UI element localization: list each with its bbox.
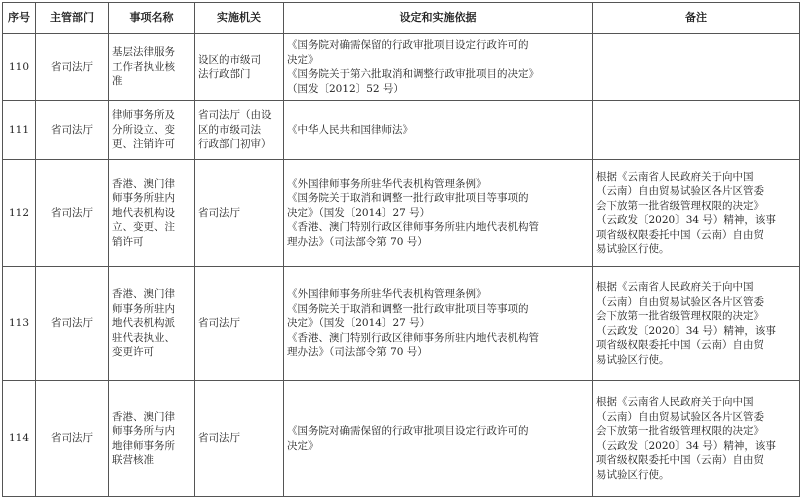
row-dept: 省司法厅 — [36, 267, 109, 381]
table-row — [3, 381, 800, 497]
row-seq: 112 — [3, 160, 36, 267]
row-agency: 省司法厅 — [195, 160, 284, 267]
row-item: 基层法律服务 工作者执业核 准 — [109, 34, 195, 101]
row-dept: 省司法厅 — [36, 381, 109, 497]
row-item: 律师事务所及 分所设立、变 更、注销许可 — [109, 101, 195, 160]
table-row — [3, 267, 800, 381]
row-dept: 省司法厅 — [36, 101, 109, 160]
row-basis: 《中华人民共和国律师法》 — [284, 101, 593, 160]
row-item: 香港、澳门律 师事务所驻内 地代表机构派 驻代表执业、 变更许可 — [109, 267, 195, 381]
row-basis: 《外国律师事务所驻华代表机构管理条例》 《国务院关于取消和调整一批行政审批项目等事项的 决定》（国发〔2014〕27 号） 《香港、澳门特别行政区律师事务所驻内地代表机构管 理办法》（司法部令第 70 号） — [284, 267, 593, 381]
row-note — [593, 101, 800, 160]
table-row — [3, 160, 800, 267]
row-agency: 设区的市级司 法行政部门 — [195, 34, 284, 101]
row-basis: 《外国律师事务所驻华代表机构管理条例》 《国务院关于取消和调整一批行政审批项目等事项的 决定》（国发〔2014〕27 号） 《香港、澳门特别行政区律师事务所驻内地代表机构管 理办法》（司法部令第 70 号） — [284, 160, 593, 267]
row-agency: 省司法厅（由设 区的市级司法 行政部门初审） — [195, 101, 284, 160]
row-item: 香港、澳门律 师事务所与内 地律师事务所 联营核准 — [109, 381, 195, 497]
approval-items-table — [2, 2, 800, 497]
row-basis: 《国务院对确需保留的行政审批项目设定行政许可的 决定》 — [284, 381, 593, 497]
header-agency: 实施机关 — [195, 3, 284, 34]
row-seq: 110 — [3, 34, 36, 101]
header-note: 备注 — [593, 3, 800, 34]
row-seq: 114 — [3, 381, 36, 497]
row-seq: 113 — [3, 267, 36, 381]
header-item: 事项名称 — [109, 3, 195, 34]
row-note: 根据《云南省人民政府关于向中国 （云南）自由贸易试验区各片区管委 会下放第一批省级管理权限的决定》 （云政发〔2020〕34 号）精神，该事 项省级权限委托中国（云南）自由贸 易试验区行使。 — [593, 381, 800, 497]
row-item: 香港、澳门律 师事务所驻内 地代表机构设 立、变更、注 销许可 — [109, 160, 195, 267]
row-note: 根据《云南省人民政府关于向中国 （云南）自由贸易试验区各片区管委 会下放第一批省级管理权限的决定》 （云政发〔2020〕34 号）精神，该事 项省级权限委托中国（云南）自由贸 易试验区行使。 — [593, 160, 800, 267]
header-seq: 序号 — [3, 3, 36, 34]
table-row — [3, 34, 800, 101]
header-basis: 设定和实施依据 — [284, 3, 593, 34]
row-note: 根据《云南省人民政府关于向中国 （云南）自由贸易试验区各片区管委 会下放第一批省级管理权限的决定》 （云政发〔2020〕34 号）精神，该事 项省级权限委托中国（云南）自由贸 易试验区行使。 — [593, 267, 800, 381]
row-agency: 省司法厅 — [195, 381, 284, 497]
table-header-row — [3, 3, 800, 34]
row-note — [593, 34, 800, 101]
table-row — [3, 101, 800, 160]
header-dept: 主管部门 — [36, 3, 109, 34]
row-seq: 111 — [3, 101, 36, 160]
row-basis: 《国务院对确需保留的行政审批项目设定行政许可的 决定》 《国务院关于第六批取消和调整行政审批项目的决定》 （国发〔2012〕52 号） — [284, 34, 593, 101]
row-agency: 省司法厅 — [195, 267, 284, 381]
row-dept: 省司法厅 — [36, 34, 109, 101]
row-dept: 省司法厅 — [36, 160, 109, 267]
